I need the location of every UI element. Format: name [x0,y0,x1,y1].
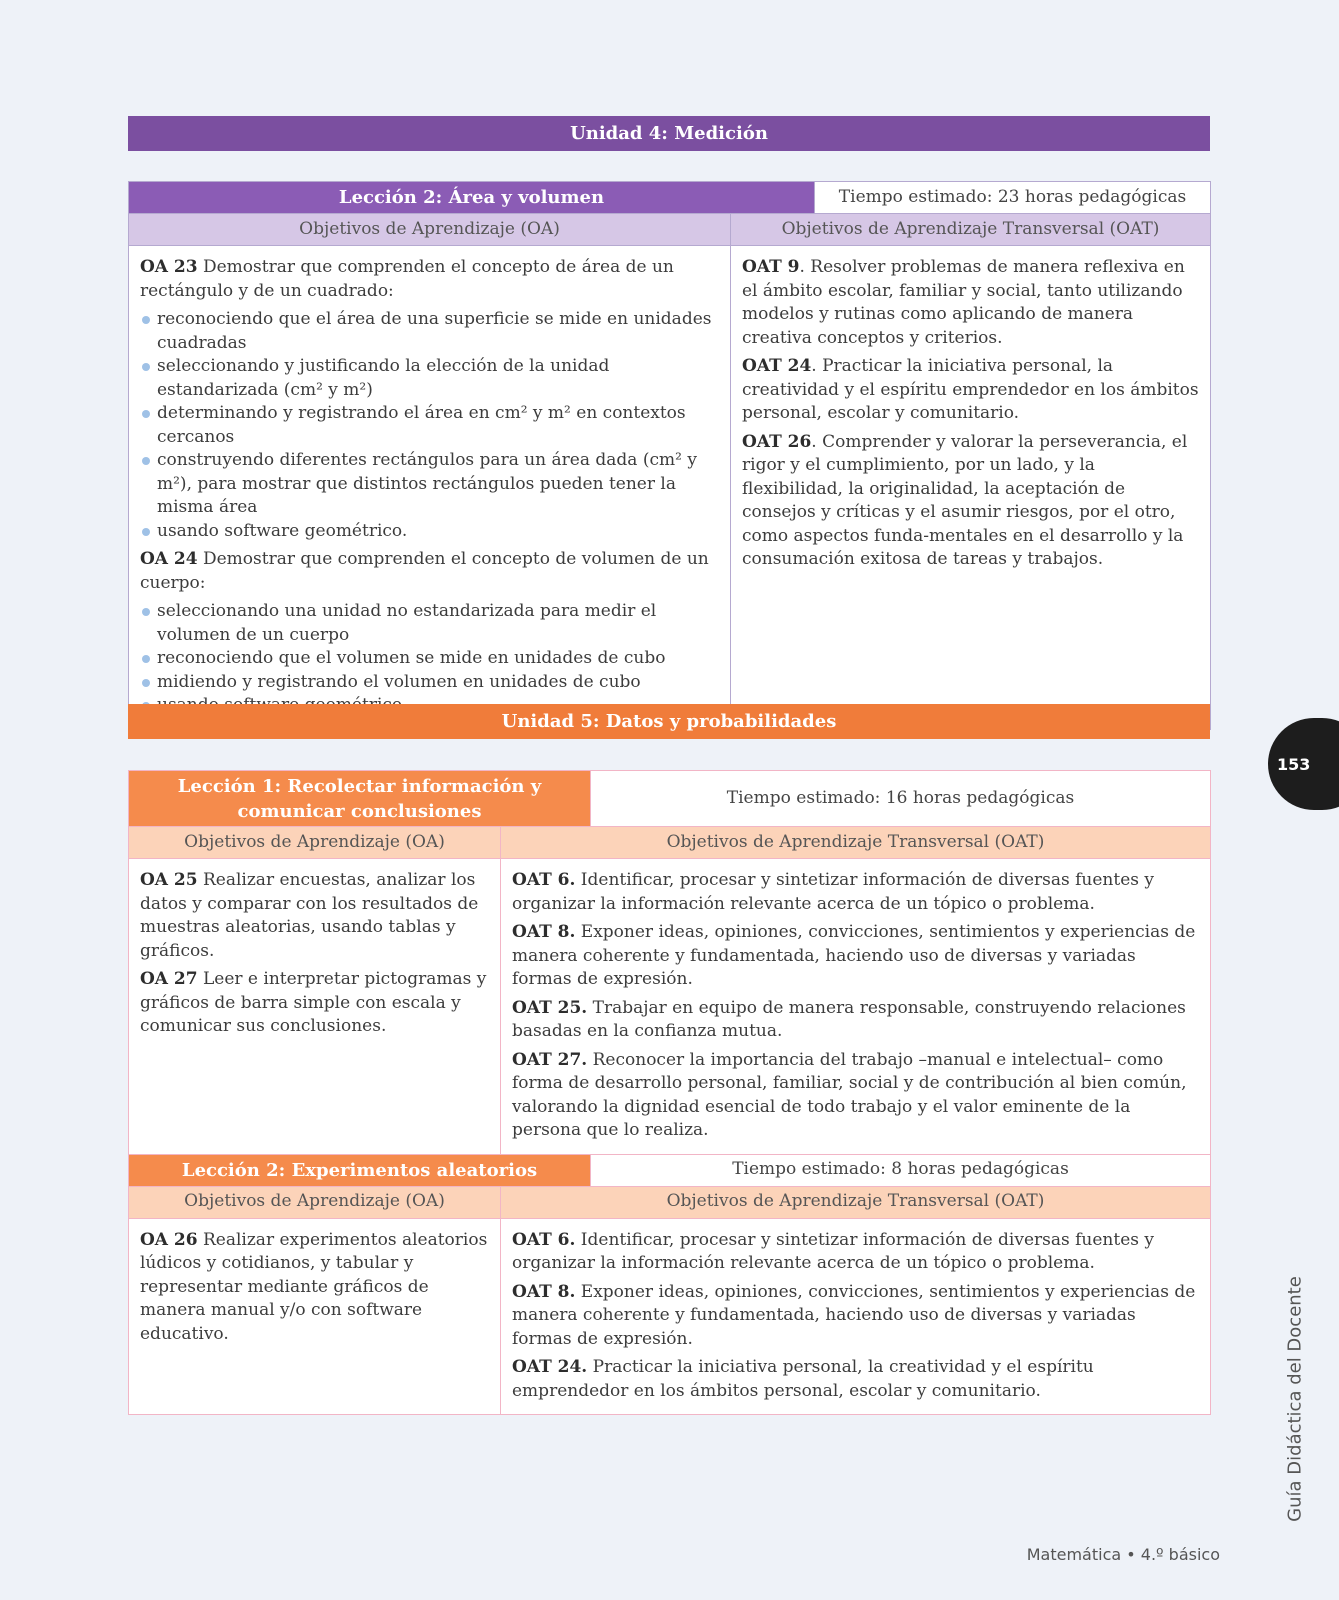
lesson-1-oat-header: Objetivos de Aprendizaje Transversal (OAT) [501,827,1211,859]
objective-oat-6 [512,869,1199,916]
objective-text: Realizar encuestas, analizar los datos y comparar con los resultados de muestras aleatorias, usando tablas y gráficos. [140,870,479,961]
objective-text: Trabajar en equipo de manera responsable, construyendo relaciones basadas en la confianza mutua. [512,997,1186,1041]
objective-code: OAT 27. [512,1049,588,1070]
list-item-text: determinando y registrando el área en cm² y m² en contextos cercanos [157,403,686,447]
lesson-2-title: Lección 2: Experimentos aleatorios [129,1154,591,1186]
objective-oat-26 [742,431,1199,572]
lesson-2-oa-header: Objetivos de Aprendizaje (OA) [129,1186,501,1218]
objective-text: Exponer ideas, opiniones, convicciones, sentimientos y experiencias de manera coherente y fundamentada, haciendo uso de diversas y variadas formas de expresión. [512,922,1196,989]
unit-5-title-bar: Unidad 5: Datos y probabilidades [128,704,1210,739]
page-number-tab [1268,718,1339,810]
objective-oat-9 [742,256,1199,350]
side-title: Guía Didáctica del Docente [1284,1276,1306,1522]
objective-text: Realizar experimentos aleatorios lúdicos y cotidianos, y tabular y representar mediante gráficos de manera manual y/o con software educativo. [140,1229,488,1344]
objective-code: OAT 6. [512,1229,576,1250]
list-item-text: reconociendo que el área de una superficie se mide en unidades cuadradas [157,309,712,353]
objective-code: OAT 26 [742,431,812,452]
list-item [140,402,719,449]
objective-code: OAT 6. [512,870,576,890]
objective-code: OAT 25. [512,997,588,1018]
objective-text: . Comprender y valorar la perseverancia, el rigor y el cumplimiento, por un lado, y la flexibilidad, la originalidad, la aceptación de consejos y críticas y el asumir riesgos, por el otro, como aspectos funda-mentales en el desarrollo y la consumación exitosa de tareas y trabajos. [742,431,1188,569]
list-item [140,671,719,695]
objective-oat-25 [512,997,1199,1044]
bullet-icon [142,608,150,616]
objective-text: Reconocer la importancia del trabajo –manual e intelectual– como forma de desarrollo personal, familiar, social y de contribución al bien común, valorando la dignidad esencial de todo trabajo y el valor eminente de la persona que lo realiza. [512,1049,1187,1140]
objective-text: Demostrar que comprenden el concepto de volumen de un cuerpo: [140,549,709,593]
list-item-text: midiendo y registrando el volumen en unidades de cubo [157,671,641,692]
list-item [140,355,719,402]
objective-code: OA 27 [140,969,198,989]
objective-oa-24 [140,548,719,595]
objective-text: Practicar la iniciativa personal, la creatividad y el espíritu emprendedor en los ámbitos personal, escolar y comunitario. [512,1357,1094,1401]
objective-code: OAT 8. [512,922,576,942]
lesson-1-title: Lección 1: Recolectar información y comunicar conclusiones [129,771,591,827]
objective-text: Leer e interpretar pictogramas y gráficos de barra simple con escala y comunicar sus conclusiones. [140,969,487,1036]
list-item [140,308,719,355]
objective-oat-8 [512,1281,1199,1352]
objective-text: Exponer ideas, opiniones, convicciones, sentimientos y experiencias de manera coherente y fundamentada, haciendo uso de diversas y variadas formas de expresión. [512,1281,1196,1349]
objective-oat-8 [512,921,1199,992]
bullet-icon [142,679,150,687]
objective-oat-27 [512,1049,1199,1143]
lesson-1-oa-header: Objetivos de Aprendizaje (OA) [129,827,501,859]
lesson-1-estimated-time: Tiempo estimado: 16 horas pedagógicas [591,771,1211,827]
objective-text: Identificar, procesar y sintetizar información de diversas fuentes y organizar la información relevante acerca de un tópico o problema. [512,1229,1155,1273]
oa-header: Objetivos de Aprendizaje (OA) [129,214,731,246]
objective-text: . Resolver problemas de manera reflexiva en el ámbito escolar, familiar y social, tanto utilizando modelos y rutinas como aplicando de manera creativa conceptos y criterios. [742,257,1185,348]
objective-code: OA 25 [140,870,198,890]
list-item [140,600,719,647]
oat-header: Objetivos de Aprendizaje Transversal (OAT) [731,214,1211,246]
list-item [140,449,719,520]
list-item-text: seleccionando una unidad no estandarizada para medir el volumen de un cuerpo [157,601,657,645]
bullet-icon [142,363,150,371]
lesson-2-oat-header: Objetivos de Aprendizaje Transversal (OAT) [501,1186,1211,1218]
unit-4-title-bar: Unidad 4: Medición [128,116,1210,151]
oat-list [731,246,1211,730]
bullet-icon [142,655,150,663]
lesson-2-oa-list [129,1218,501,1415]
bullet-icon [142,316,150,324]
list-item [140,647,719,671]
lesson-2-oat-list [501,1218,1211,1415]
list-item-text: seleccionando y justificando la elección de la unidad estandarizada (cm² y m²) [157,356,610,400]
lesson-2-estimated-time: Tiempo estimado: 8 horas pedagógicas [591,1154,1211,1186]
lesson-1-oa-list [129,859,501,1155]
oa-list [129,246,731,730]
objective-code: OA 24 [140,549,198,569]
objective-oa-25 [140,869,489,963]
bullet-icon [142,528,150,536]
unit-4-lesson-2-table [128,181,1211,730]
bullet-list [140,308,719,543]
list-item-text: usando software geométrico. [157,520,408,541]
objective-oa-23 [140,256,719,303]
bullet-icon [142,457,150,465]
lesson-title: Lección 2: Área y volumen [129,182,815,214]
objective-code: OAT 24 [742,356,812,376]
objective-oat-24 [512,1356,1199,1403]
page-number: 153 [1277,754,1311,774]
objective-code: OAT 24. [512,1357,588,1377]
objective-code: OA 26 [140,1229,198,1250]
objective-oa-26 [140,1229,489,1347]
objective-code: OAT 9 [742,257,800,277]
bullet-list [140,600,719,718]
unit-5-lessons-table [128,770,1211,1415]
lesson-1-oat-list [501,859,1211,1155]
objective-code: OA 23 [140,257,198,277]
objective-oat-6 [512,1229,1199,1276]
objective-oa-27 [140,968,489,1039]
objective-code: OAT 8. [512,1281,576,1302]
objective-oat-24 [742,355,1199,426]
objective-text: Demostrar que comprenden el concepto de área de un rectángulo y de un cuadrado: [140,257,674,301]
bullet-icon [142,410,150,418]
objective-text: . Practicar la iniciativa personal, la creatividad y el espíritu emprendedor en los ámbitos personal, escolar y comunitario. [742,356,1199,423]
estimated-time: Tiempo estimado: 23 horas pedagógicas [815,182,1211,214]
list-item-text: reconociendo que el volumen se mide en unidades de cubo [157,648,666,668]
list-item-text: construyendo diferentes rectángulos para un área dada (cm² y m²), para mostrar que distintos rectángulos pueden tener la misma área [157,450,697,517]
footer: Matemática • 4.º básico [1026,1545,1220,1564]
list-item [140,520,719,544]
objective-text: Identificar, procesar y sintetizar información de diversas fuentes y organizar la información relevante acerca de un tópico o problema. [512,870,1155,914]
